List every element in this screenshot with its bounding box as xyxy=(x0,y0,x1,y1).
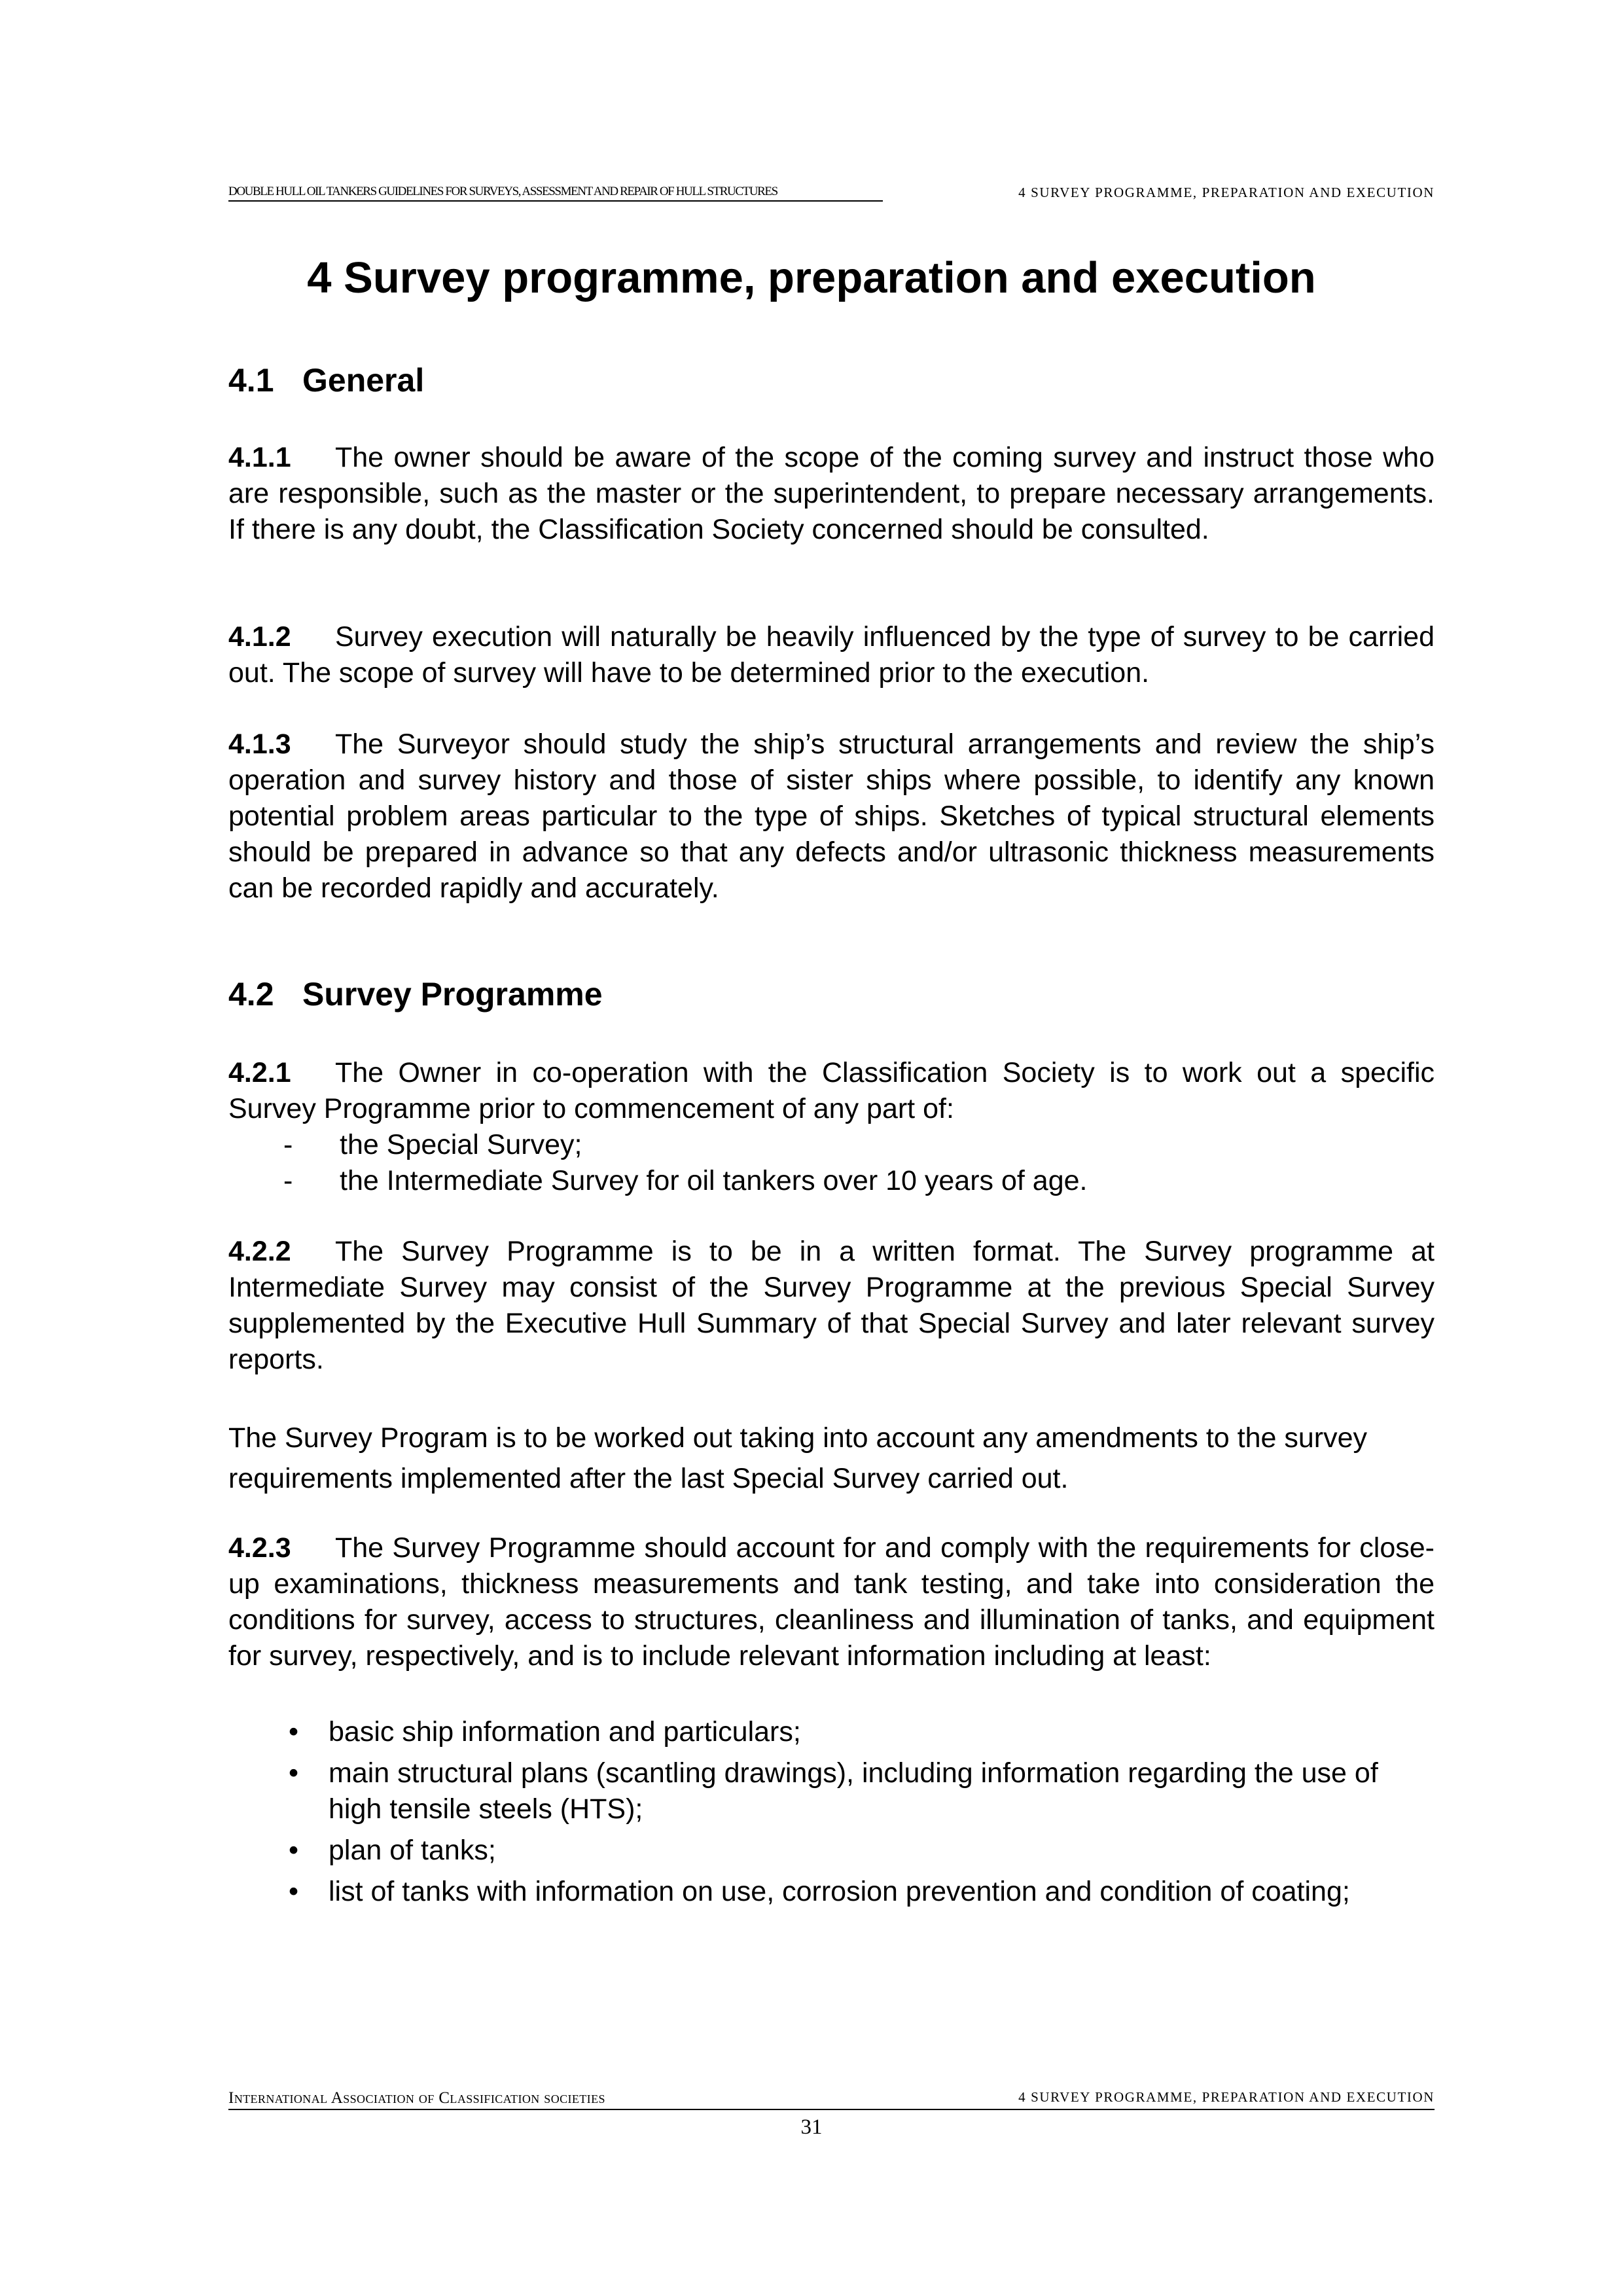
paragraph-number: 4.2.1 xyxy=(228,1057,291,1088)
paragraph-4-1-2 xyxy=(228,619,1435,691)
paragraph-text: The owner should be aware of the scope of the coming survey and instruct those who are responsible, such as the master or the superintendent, to prepare necessary arrangements. If there is any doubt, the Classification Society concerned should be consulted. xyxy=(228,442,1435,545)
header-document-title: DOUBLE HULL OIL TANKERS GUIDELINES FOR SURVEYS, ASSESSMENT AND REPAIR OF HULL STRUCTURES xyxy=(228,185,883,202)
paragraph-number: 4.1.2 xyxy=(228,621,291,653)
paragraph-number: 4.2.3 xyxy=(228,1532,291,1564)
paragraph-survey-program xyxy=(228,1418,1435,1499)
section-number: 4.2 xyxy=(228,976,274,1013)
paragraph-number: 4.1.1 xyxy=(228,442,291,473)
footer-organization: International Association of Classification societies xyxy=(228,2089,605,2107)
paragraph-text: Survey execution will naturally be heavily influenced by the type of survey to be carried out. The scope of survey will have to be determined prior to the execution. xyxy=(228,621,1435,689)
paragraph-4-2-2 xyxy=(228,1234,1435,1378)
paragraph-text: The Survey Program is to be worked out taking into account any amendments to the survey requirements implemented after the last Special Survey carried out. xyxy=(228,1422,1368,1494)
dash-marker: - xyxy=(283,1129,293,1160)
paragraph-text: The Survey Programme should account for and comply with the requirements for close-up examinations, thickness measurements and tank testing, and take into consideration the conditions for survey, access to structures, cleanliness and illumination of tanks, and equipment for survey, respectively, and is to include relevant information including at least: xyxy=(228,1532,1435,1672)
list-item: • plan of tanks; xyxy=(228,1833,1435,1869)
section-title: Survey Programme xyxy=(302,976,603,1013)
paragraph-4-2-1 xyxy=(228,1055,1435,1127)
page-number: 31 xyxy=(800,2115,823,2139)
dash-marker: - xyxy=(283,1165,293,1196)
required-information-list xyxy=(228,1714,1435,1915)
running-header xyxy=(228,185,1435,203)
list-item: - the Intermediate Survey for oil tankers over 10 years of age. xyxy=(228,1163,1435,1199)
paragraph-4-1-3 xyxy=(228,726,1435,906)
running-footer xyxy=(228,2089,1435,2109)
section-title: General xyxy=(302,362,425,399)
bullet-marker: • xyxy=(289,1757,299,1789)
list-item: • main structural plans (scantling drawings), including information regarding the use of high tensile steels (HTS); xyxy=(228,1755,1435,1827)
footer-chapter-title: 4 SURVEY PROGRAMME, PREPARATION AND EXECUTION xyxy=(1018,2089,1435,2105)
bullet-marker: • xyxy=(289,1876,299,1907)
header-chapter-title: 4 SURVEY PROGRAMME, PREPARATION AND EXECUTION xyxy=(1018,185,1435,200)
list-item: • basic ship information and particulars; xyxy=(228,1714,1435,1750)
paragraph-text: The Survey Programme is to be in a written format. The Survey programme at Intermediate Survey may consist of the Survey Programme at the previous Special Survey supplemented by the Executive Hull Summary of that Special Survey and later relevant survey reports. xyxy=(228,1236,1435,1375)
section-heading-4-1 xyxy=(228,361,424,399)
section-number: 4.1 xyxy=(228,362,274,399)
footer-rule xyxy=(228,2109,1435,2110)
bullet-marker: • xyxy=(289,1716,299,1748)
paragraph-number: 4.1.3 xyxy=(228,728,291,760)
survey-types-list xyxy=(228,1127,1435,1199)
chapter-title: 4 Survey programme, preparation and execution xyxy=(307,253,1316,302)
list-item: - the Special Survey; xyxy=(228,1127,1435,1163)
paragraph-4-2-3 xyxy=(228,1530,1435,1674)
paragraph-4-1-1 xyxy=(228,440,1435,548)
paragraph-text: The Owner in co-operation with the Classification Society is to work out a specific Survey Programme prior to commencement of any part of: xyxy=(228,1057,1435,1124)
paragraph-number: 4.2.2 xyxy=(228,1236,291,1267)
paragraph-text: The Surveyor should study the ship’s structural arrangements and review the ship’s operation and survey history and those of sister ships where possible, to identify any known potential problem areas particular to the type of ships. Sketches of typical structural elements should be prepared in advance so that any defects and/or ultrasonic thickness measurements can be recorded rapidly and accurately. xyxy=(228,728,1435,904)
bullet-marker: • xyxy=(289,1835,299,1866)
section-heading-4-2 xyxy=(228,975,603,1013)
list-item: • list of tanks with information on use, corrosion prevention and condition of coating; xyxy=(228,1874,1435,1910)
